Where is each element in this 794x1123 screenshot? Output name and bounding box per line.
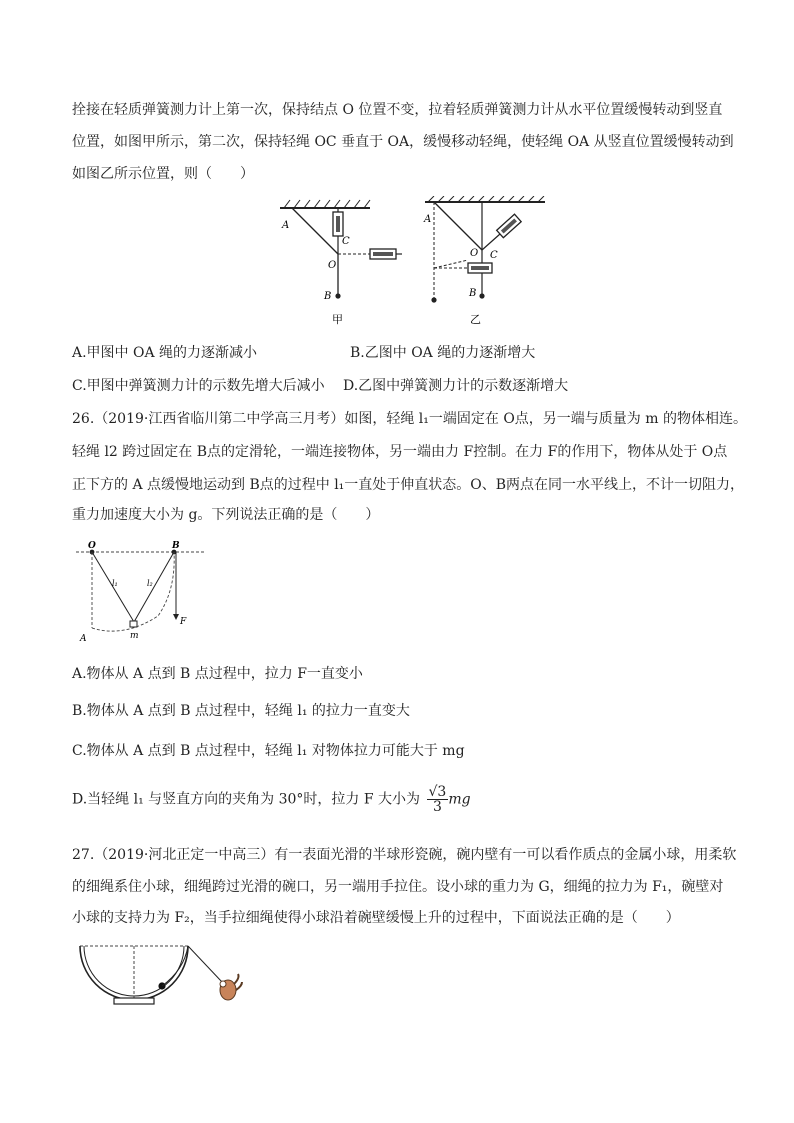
q26-line-4: 重力加速度大小为 g。下列说法正确的是（ ）: [72, 507, 380, 523]
q26-line-2: 轻绳 l2 跨过固定在 B点的定滑轮，一端连接物体，另一端由力 F控制。在力 F的作用下，物体从处于 O点: [72, 444, 728, 460]
q25-option-a: A.甲图中 OA 绳的力逐渐减小: [72, 345, 258, 361]
q25-line-1: 拴接在轻质弹簧测力计上第一次，保持结点 O 位置不变，拉着轻质弹簧测力计从水平位置缓慢转动到竖直: [72, 102, 723, 118]
q26-line-3: 正下方的 A 点缓慢地运动到 B点的过程中 l₁一直处于伸直状态。O、B两点在同一水平线上，不计一切阻力，: [72, 477, 745, 493]
q25-option-d: D.乙图中弹簧测力计的示数逐渐增大: [343, 378, 569, 394]
label-m: m: [130, 631, 139, 641]
label-l1: l₁: [112, 579, 118, 588]
fraction: [427, 785, 449, 814]
label-a: A: [282, 220, 290, 231]
q25-line-3: 如图乙所示位置，则（ ）: [72, 166, 254, 182]
q25-line-2: 位置，如图甲所示，第二次，保持轻绳 OC 垂直于 OA，缓慢移动轻绳，使轻绳 OA 从竖直位置缓慢转动到: [72, 134, 734, 150]
q25-option-b: B.乙图中 OA 绳的力逐渐增大: [350, 345, 536, 361]
figure-q26: [74, 538, 214, 648]
label-o: O: [88, 541, 96, 551]
q27-line-1: 27.（2019·河北正定一中高三）有一表面光滑的半球形瓷碗，碗内壁有一可以看作质点的金属小球，用柔软: [72, 847, 737, 863]
q26-line-1: 26.（2019·江西省临川第二中学高三月考）如图，轻绳 l₁一端固定在 O点，另一端与质量为 m 的物体相连。: [72, 411, 747, 427]
q26-option-a: A.物体从 A 点到 B 点过程中，拉力 F一直变小: [72, 666, 363, 682]
caption-yi: 乙: [470, 313, 481, 326]
label-l2: l₂: [147, 579, 153, 588]
figure-jia: [272, 196, 412, 331]
q27-line-3: 小球的支持力为 F₂，当手拉细绳使得小球沿着碗壁缓慢上升的过程中，下面说法正确的是（ ）: [72, 910, 680, 926]
figure-bowl: [76, 940, 256, 1020]
caption-jia: 甲: [332, 313, 343, 326]
q27-line-2: 的细绳系住小球，细绳跨过光滑的碗口，另一端用手拉住。设小球的重力为 G，细绳的拉力为 F₁，碗壁对: [72, 879, 724, 895]
label-b: B: [324, 291, 332, 302]
q25-option-c: C.甲图中弹簧测力计的示数先增大后减小: [72, 378, 325, 394]
label-o: O: [470, 248, 479, 259]
label-b: B: [469, 288, 477, 299]
label-b: B: [172, 541, 180, 551]
label-c: C: [342, 236, 350, 247]
label-o: O: [328, 260, 337, 271]
fraction-denominator: 3: [432, 799, 442, 815]
q26-option-d-unit: mg: [448, 791, 471, 808]
fraction-numerator: √3: [428, 784, 447, 800]
label-c: C: [490, 250, 498, 261]
q26-option-c: C.物体从 A 点到 B 点过程中，轻绳 l₁ 对物体拉力可能大于 mg: [72, 743, 465, 759]
q26-option-d-text: D.当轻绳 l₁ 与竖直方向的夹角为 30°时，拉力 F 大小为: [72, 791, 421, 808]
hand-icon: [220, 974, 242, 1000]
q26-option-d: [72, 785, 471, 814]
q26-option-b: B.物体从 A 点到 B 点过程中，轻绳 l₁ 的拉力一直变大: [72, 703, 410, 719]
figure-yi: [420, 196, 560, 331]
label-a: A: [80, 634, 87, 644]
label-f: F: [180, 617, 187, 627]
label-a: A: [424, 214, 432, 225]
